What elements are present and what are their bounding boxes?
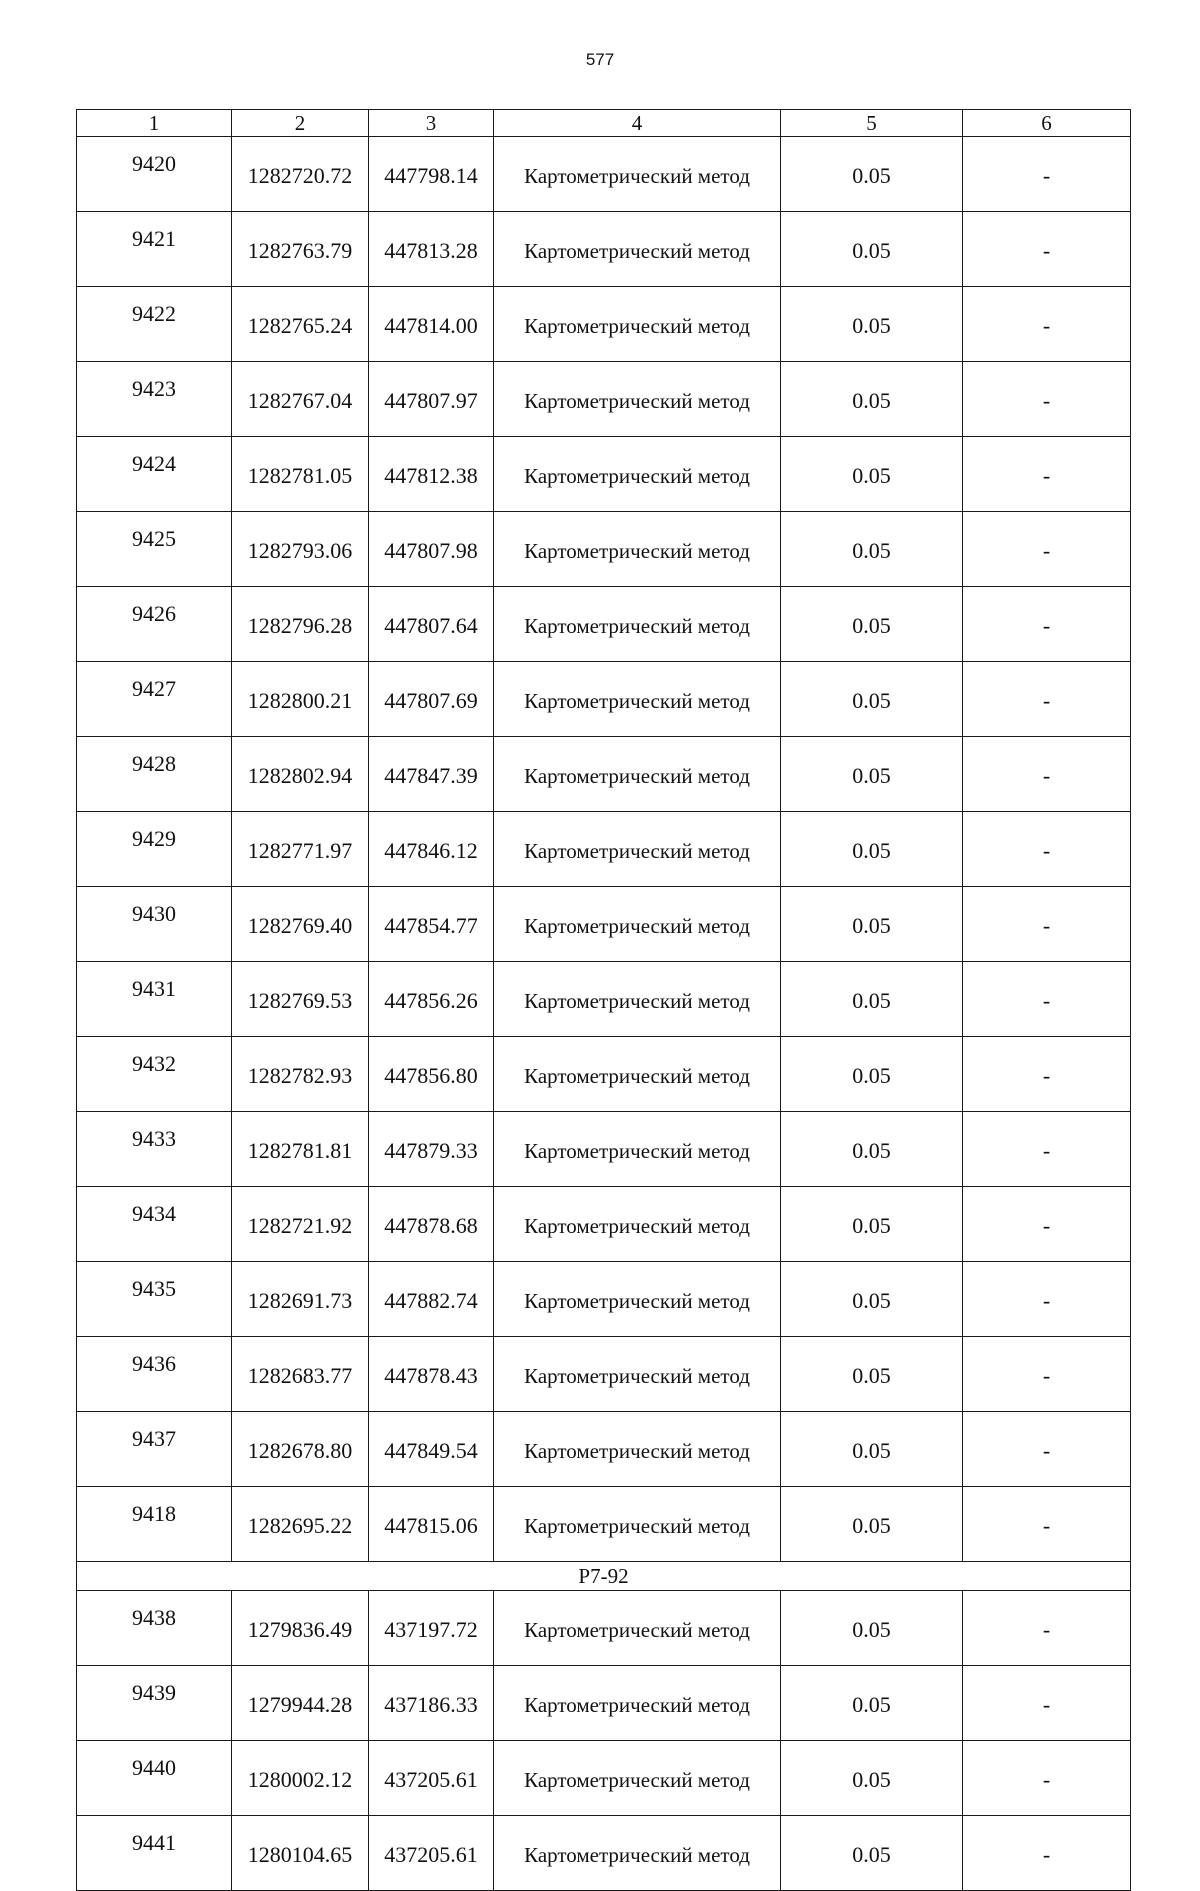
accuracy-cell: 0.05 — [781, 212, 963, 287]
point-number-cell: 9421 — [77, 212, 232, 287]
method-cell: Картометрический метод — [494, 1741, 781, 1816]
accuracy-cell: 0.05 — [781, 362, 963, 437]
method-cell: Картометрический метод — [494, 1337, 781, 1412]
header-col-5: 5 — [781, 110, 963, 137]
point-number-cell: 9420 — [77, 137, 232, 212]
note-cell: - — [963, 512, 1131, 587]
note-cell: - — [963, 737, 1131, 812]
point-number-cell: 9434 — [77, 1187, 232, 1262]
note-cell: - — [963, 362, 1131, 437]
table-row — [77, 737, 1131, 812]
header-col-2: 2 — [232, 110, 369, 137]
method-cell: Картометрический метод — [494, 287, 781, 362]
x-coordinate-cell: 1282793.06 — [232, 512, 369, 587]
y-coordinate-cell: 447878.43 — [369, 1337, 494, 1412]
note-cell: - — [963, 1412, 1131, 1487]
point-number-cell: 9426 — [77, 587, 232, 662]
point-number-cell: 9432 — [77, 1037, 232, 1112]
y-coordinate-cell: 447847.39 — [369, 737, 494, 812]
section-row — [77, 1562, 1131, 1591]
table-row — [77, 212, 1131, 287]
header-col-3: 3 — [369, 110, 494, 137]
table-row — [77, 962, 1131, 1037]
table-row — [77, 587, 1131, 662]
point-number-cell: 9423 — [77, 362, 232, 437]
table-row — [77, 1487, 1131, 1562]
coordinates-table — [76, 109, 1131, 1891]
accuracy-cell: 0.05 — [781, 1037, 963, 1112]
point-number-cell: 9438 — [77, 1591, 232, 1666]
method-cell: Картометрический метод — [494, 212, 781, 287]
note-cell: - — [963, 137, 1131, 212]
table-row — [77, 1741, 1131, 1816]
point-number-cell: 9431 — [77, 962, 232, 1037]
accuracy-cell: 0.05 — [781, 512, 963, 587]
table-row — [77, 1262, 1131, 1337]
y-coordinate-cell: 447856.26 — [369, 962, 494, 1037]
y-coordinate-cell: 437186.33 — [369, 1666, 494, 1741]
accuracy-cell: 0.05 — [781, 962, 963, 1037]
accuracy-cell: 0.05 — [781, 1412, 963, 1487]
accuracy-cell: 0.05 — [781, 1187, 963, 1262]
note-cell: - — [963, 1037, 1131, 1112]
x-coordinate-cell: 1282782.93 — [232, 1037, 369, 1112]
table-row — [77, 1337, 1131, 1412]
y-coordinate-cell: 437197.72 — [369, 1591, 494, 1666]
method-cell: Картометрический метод — [494, 1487, 781, 1562]
x-coordinate-cell: 1280104.65 — [232, 1816, 369, 1891]
point-number-cell: 9429 — [77, 812, 232, 887]
table-header — [77, 110, 1131, 137]
y-coordinate-cell: 447798.14 — [369, 137, 494, 212]
x-coordinate-cell: 1282720.72 — [232, 137, 369, 212]
table-row — [77, 662, 1131, 737]
note-cell: - — [963, 1337, 1131, 1412]
x-coordinate-cell: 1282781.81 — [232, 1112, 369, 1187]
method-cell: Картометрический метод — [494, 1816, 781, 1891]
method-cell: Картометрический метод — [494, 1187, 781, 1262]
x-coordinate-cell: 1282769.40 — [232, 887, 369, 962]
table-row — [77, 137, 1131, 212]
method-cell: Картометрический метод — [494, 1666, 781, 1741]
x-coordinate-cell: 1282781.05 — [232, 437, 369, 512]
point-number-cell: 9436 — [77, 1337, 232, 1412]
point-number-cell: 9433 — [77, 1112, 232, 1187]
method-cell: Картометрический метод — [494, 1591, 781, 1666]
note-cell: - — [963, 1112, 1131, 1187]
note-cell: - — [963, 1816, 1131, 1891]
x-coordinate-cell: 1282802.94 — [232, 737, 369, 812]
page-number: 577 — [585, 50, 615, 69]
x-coordinate-cell: 1282678.80 — [232, 1412, 369, 1487]
table-row — [77, 512, 1131, 587]
table-row — [77, 1037, 1131, 1112]
x-coordinate-cell: 1282769.53 — [232, 962, 369, 1037]
table-row — [77, 887, 1131, 962]
y-coordinate-cell: 447807.97 — [369, 362, 494, 437]
accuracy-cell: 0.05 — [781, 1262, 963, 1337]
method-cell: Картометрический метод — [494, 737, 781, 812]
accuracy-cell: 0.05 — [781, 1591, 963, 1666]
note-cell: - — [963, 1262, 1131, 1337]
point-number-cell: 9428 — [77, 737, 232, 812]
point-number-cell: 9441 — [77, 1816, 232, 1891]
y-coordinate-cell: 447846.12 — [369, 812, 494, 887]
y-coordinate-cell: 447807.98 — [369, 512, 494, 587]
point-number-cell: 9424 — [77, 437, 232, 512]
x-coordinate-cell: 1282721.92 — [232, 1187, 369, 1262]
note-cell: - — [963, 287, 1131, 362]
accuracy-cell: 0.05 — [781, 812, 963, 887]
point-number-cell: 9422 — [77, 287, 232, 362]
x-coordinate-cell: 1280002.12 — [232, 1741, 369, 1816]
x-coordinate-cell: 1282796.28 — [232, 587, 369, 662]
y-coordinate-cell: 447879.33 — [369, 1112, 494, 1187]
method-cell: Картометрический метод — [494, 1037, 781, 1112]
y-coordinate-cell: 447878.68 — [369, 1187, 494, 1262]
accuracy-cell: 0.05 — [781, 587, 963, 662]
y-coordinate-cell: 447807.69 — [369, 662, 494, 737]
x-coordinate-cell: 1282765.24 — [232, 287, 369, 362]
x-coordinate-cell: 1279944.28 — [232, 1666, 369, 1741]
note-cell: - — [963, 962, 1131, 1037]
method-cell: Картометрический метод — [494, 437, 781, 512]
table-row — [77, 287, 1131, 362]
method-cell: Картометрический метод — [494, 512, 781, 587]
header-col-6: 6 — [963, 110, 1131, 137]
accuracy-cell: 0.05 — [781, 287, 963, 362]
table-row — [77, 1412, 1131, 1487]
note-cell: - — [963, 212, 1131, 287]
table-row — [77, 1187, 1131, 1262]
note-cell: - — [963, 887, 1131, 962]
accuracy-cell: 0.05 — [781, 887, 963, 962]
y-coordinate-cell: 447882.74 — [369, 1262, 494, 1337]
y-coordinate-cell: 447814.00 — [369, 287, 494, 362]
accuracy-cell: 0.05 — [781, 1666, 963, 1741]
table-row — [77, 1112, 1131, 1187]
header-col-4: 4 — [494, 110, 781, 137]
accuracy-cell: 0.05 — [781, 437, 963, 512]
accuracy-cell: 0.05 — [781, 662, 963, 737]
x-coordinate-cell: 1282691.73 — [232, 1262, 369, 1337]
point-number-cell: 9440 — [77, 1741, 232, 1816]
note-cell: - — [963, 1591, 1131, 1666]
note-cell: - — [963, 812, 1131, 887]
note-cell: - — [963, 662, 1131, 737]
y-coordinate-cell: 447812.38 — [369, 437, 494, 512]
method-cell: Картометрический метод — [494, 1262, 781, 1337]
method-cell: Картометрический метод — [494, 887, 781, 962]
accuracy-cell: 0.05 — [781, 1816, 963, 1891]
table-row — [77, 1666, 1131, 1741]
y-coordinate-cell: 437205.61 — [369, 1741, 494, 1816]
note-cell: - — [963, 587, 1131, 662]
y-coordinate-cell: 437205.61 — [369, 1816, 494, 1891]
x-coordinate-cell: 1282763.79 — [232, 212, 369, 287]
accuracy-cell: 0.05 — [781, 1741, 963, 1816]
x-coordinate-cell: 1279836.49 — [232, 1591, 369, 1666]
table-row — [77, 437, 1131, 512]
table-row — [77, 1591, 1131, 1666]
x-coordinate-cell: 1282767.04 — [232, 362, 369, 437]
method-cell: Картометрический метод — [494, 962, 781, 1037]
y-coordinate-cell: 447854.77 — [369, 887, 494, 962]
y-coordinate-cell: 447807.64 — [369, 587, 494, 662]
table-row — [77, 1816, 1131, 1891]
method-cell: Картометрический метод — [494, 662, 781, 737]
method-cell: Картометрический метод — [494, 362, 781, 437]
accuracy-cell: 0.05 — [781, 1487, 963, 1562]
point-number-cell: 9418 — [77, 1487, 232, 1562]
accuracy-cell: 0.05 — [781, 1112, 963, 1187]
x-coordinate-cell: 1282683.77 — [232, 1337, 369, 1412]
method-cell: Картометрический метод — [494, 1112, 781, 1187]
x-coordinate-cell: 1282771.97 — [232, 812, 369, 887]
method-cell: Картометрический метод — [494, 137, 781, 212]
method-cell: Картометрический метод — [494, 1412, 781, 1487]
point-number-cell: 9439 — [77, 1666, 232, 1741]
table-row — [77, 812, 1131, 887]
y-coordinate-cell: 447815.06 — [369, 1487, 494, 1562]
note-cell: - — [963, 1487, 1131, 1562]
note-cell: - — [963, 1187, 1131, 1262]
note-cell: - — [963, 1741, 1131, 1816]
method-cell: Картометрический метод — [494, 587, 781, 662]
y-coordinate-cell: 447856.80 — [369, 1037, 494, 1112]
accuracy-cell: 0.05 — [781, 1337, 963, 1412]
point-number-cell: 9437 — [77, 1412, 232, 1487]
point-number-cell: 9435 — [77, 1262, 232, 1337]
y-coordinate-cell: 447849.54 — [369, 1412, 494, 1487]
section-label: Р7-92 — [77, 1562, 1131, 1591]
point-number-cell: 9427 — [77, 662, 232, 737]
method-cell: Картометрический метод — [494, 812, 781, 887]
table-body — [77, 137, 1131, 1891]
header-col-1: 1 — [77, 110, 232, 137]
header-row — [77, 110, 1131, 137]
accuracy-cell: 0.05 — [781, 737, 963, 812]
x-coordinate-cell: 1282800.21 — [232, 662, 369, 737]
accuracy-cell: 0.05 — [781, 137, 963, 212]
note-cell: - — [963, 437, 1131, 512]
y-coordinate-cell: 447813.28 — [369, 212, 494, 287]
x-coordinate-cell: 1282695.22 — [232, 1487, 369, 1562]
table-row — [77, 362, 1131, 437]
point-number-cell: 9425 — [77, 512, 232, 587]
note-cell: - — [963, 1666, 1131, 1741]
point-number-cell: 9430 — [77, 887, 232, 962]
